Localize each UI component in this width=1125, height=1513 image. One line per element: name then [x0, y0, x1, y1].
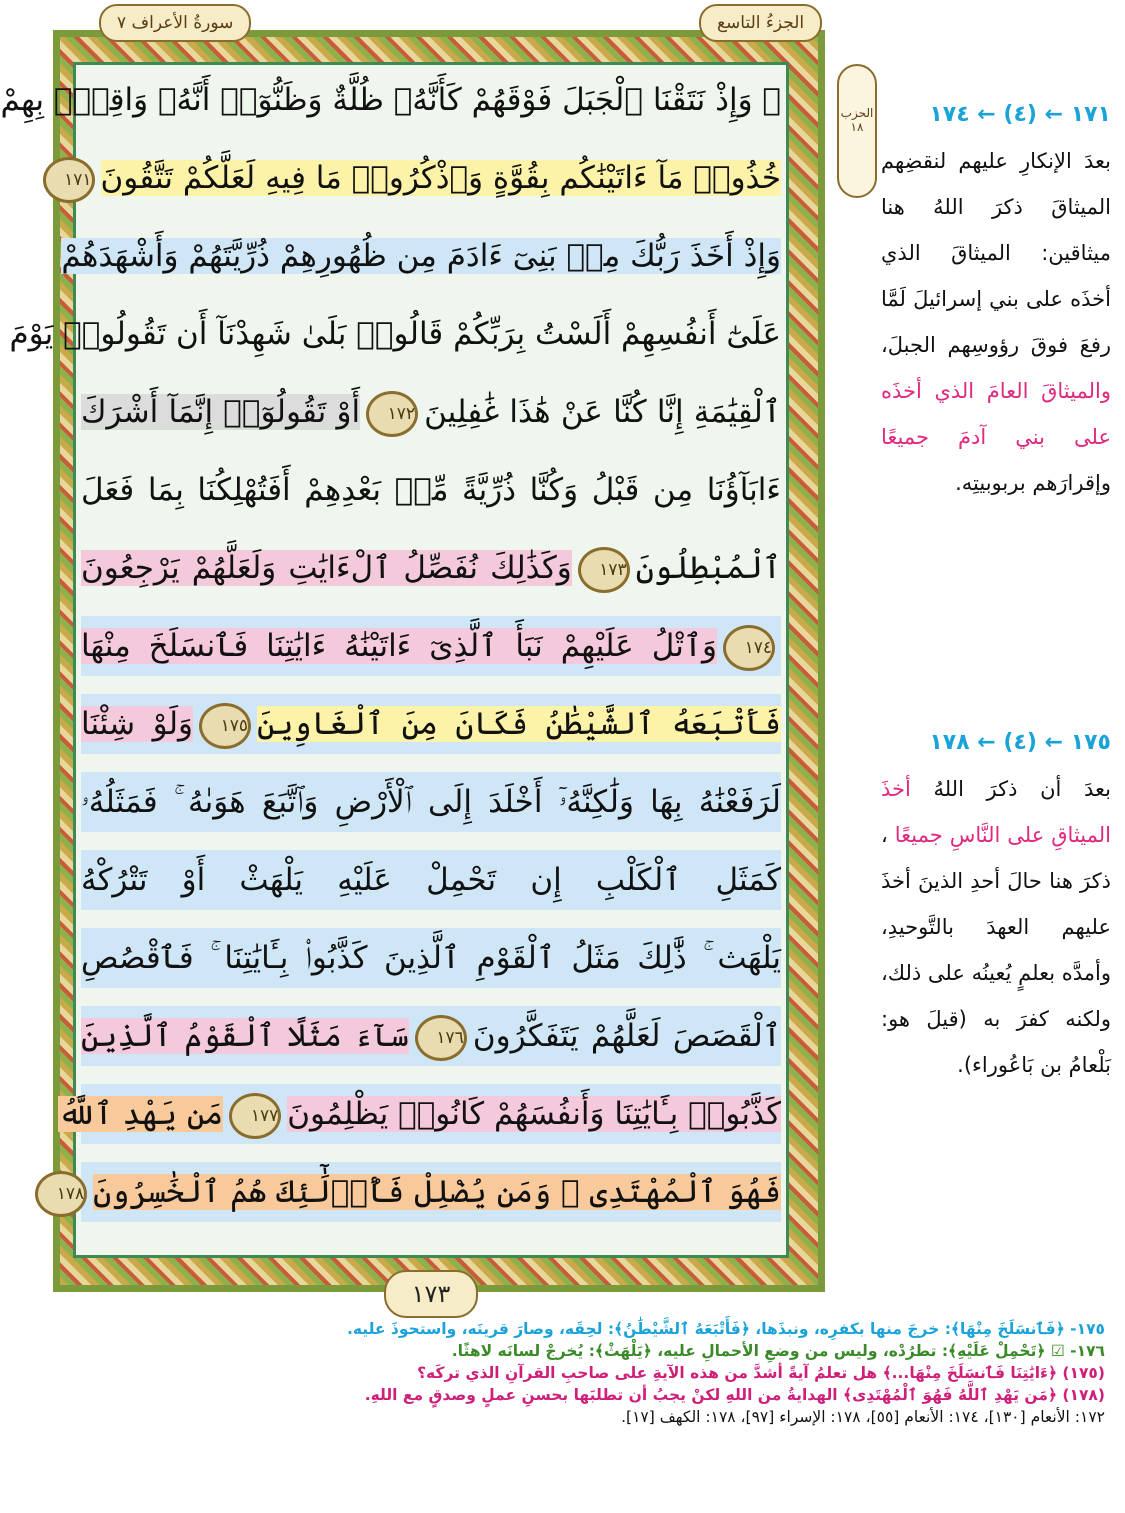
verse-line-11: كَمَثَلِ ٱلْكَلْبِ إِن تَحْمِلْ عَلَيْهِ يَلْهَثْ أَوْ تَتْرُكْهُ — [81, 850, 781, 910]
ayah-marker: ١٧٨ — [35, 1171, 87, 1217]
note-175: ١٧٥- ﴿فَٱنسَلَخَ مِنْهَا﴾: خرجَ منها بكفرِه، ونبذَها، ﴿فَأَتْبَعَهُ ٱلشَّيْطَٰنُ﴾: لحِقَه، وصارَ قرينَه، واستحوذَ عليه. — [346, 1320, 1105, 1338]
side-text-2-end: ، ذكرَ هنا حالَ أحدِ الذينَ أخذَ عليهم العهدَ بالتَّوحيدِ، وأمدَّه بعلمٍ يُعينُه على ذلك، ولكنه كفرَ به (قيلَ هو: بَلْعامُ بن بَاعُوراء). — [881, 823, 1111, 1077]
juz-label: الجزءُ التاسع — [699, 4, 822, 42]
ayah-marker: ١٧٧ — [229, 1093, 281, 1139]
side-text-1: بعدَ الإنكارِ عليهم لنقضِهم الميثاقَ ذكرَ اللهُ هنا ميثاقين: الميثاقَ الذي أخذَه على بني إسرائيلَ لَمَّا رفعَ فوقَ رؤوسِهم الجبلَ، — [881, 149, 1111, 357]
footnotes — [49, 1318, 1105, 1428]
verse-line-9: فَأَتْبَعَهُ ٱلشَّيْطَٰنُ فَكَانَ مِنَ ٱلْغَاوِينَ١٧٥وَلَوْ شِئْنَا — [81, 694, 781, 754]
verse-line-5: ٱلْقِيَٰمَةِ إِنَّا كُنَّا عَنْ هَٰذَا غَٰفِلِينَ١٧٢أَوْ تَقُولُوٓا۟ إِنَّمَآ أَشْرَكَ — [81, 382, 781, 442]
hizb-marker: الحزب ١٨ — [837, 64, 877, 198]
verse-line-4: عَلَىٰٓ أَنفُسِهِمْ أَلَسْتُ بِرَبِّكُمْ قَالُوا۟ بَلَىٰ شَهِدْنَآ أَن تَقُولُوا۟ يَوْمَ — [9, 316, 781, 352]
side-text-1-pink: والميثاقَ العامَ الذي أخذَه على بني آدمَ جميعًا — [881, 379, 1111, 449]
side-range-1: ١٧١ ← (٤) ← ١٧٤ — [929, 102, 1111, 127]
side-text-2: بعدَ أن ذكرَ اللهُ — [933, 777, 1111, 801]
verse-line-8: ١٧٤وَٱتْلُ عَلَيْهِمْ نَبَأَ ٱلَّذِىٓ ءَاتَيْنَٰهُ ءَايَٰتِنَا فَٱنسَلَخَ مِنْهَا — [81, 616, 781, 676]
ayah-marker: ١٧٤ — [723, 625, 775, 671]
verse-line-2: خُذُوا۟ مَآ ءَاتَيْنَٰكُم بِقُوَّةٍ وَٱذْكُرُوا۟ مَا فِيهِ لَعَلَّكُمْ تَتَّقُونَ١٧١ — [81, 148, 781, 208]
verse-line-12: يَلْهَث ۚ ذَّٰلِكَ مَثَلُ ٱلْقَوْمِ ٱلَّذِينَ كَذَّبُوا۟ بِـَٔايَٰتِنَا ۚ فَٱقْصُصِ — [81, 928, 781, 988]
ayah-marker: ١٧٢ — [366, 391, 418, 437]
verse-area — [0, 70, 781, 1250]
ayah-marker: ١٧٦ — [415, 1015, 467, 1061]
side-text-2-pink: أخذَ الميثاقِ على النَّاسِ جميعًا — [881, 777, 1111, 847]
verse-line-15: فَهُوَ ٱلْمُهْتَدِى ۖ وَمَن يُضْلِلْ فَأُو۟لَٰٓئِكَ هُمُ ٱلْخَٰسِرُونَ١٧٨ — [81, 1162, 781, 1222]
question-175: (١٧٥) ﴿ءَايَٰتِنَا فَٱنسَلَخَ مِنْهَا...﴾ هل تعلمُ آيةً أشدَّ من هذه الآيةِ على صاحبِ القرآنِ الذي تركَه؟ — [417, 1364, 1105, 1382]
verse-line-13: ٱلْقَصَصَ لَعَلَّهُمْ يَتَفَكَّرُونَ١٧٦سَآءَ مَثَلًا ٱلْقَوْمُ ٱلَّذِينَ — [81, 1006, 781, 1066]
ayah-marker: ١٧٥ — [199, 703, 251, 749]
verse-line-1: ۞ وَإِذْ نَتَقْنَا ٱلْجَبَلَ فَوْقَهُمْ كَأَنَّهُۥ ظُلَّةٌ وَظَنُّوٓا۟ أَنَّهُۥ وَاقِعٌۢ بِهِمْ — [0, 82, 781, 118]
side-commentary-2 — [881, 720, 1111, 1088]
side-commentary-1 — [881, 92, 1111, 506]
verse-line-3: وَإِذْ أَخَذَ رَبُّكَ مِنۢ بَنِىٓ ءَادَمَ مِن ظُهُورِهِمْ ذُرِّيَّتَهُمْ وَأَشْهَدَهُمْ — [61, 238, 781, 274]
verse-line-14: كَذَّبُوا۟ بِـَٔايَٰتِنَا وَأَنفُسَهُمْ كَانُوا۟ يَظْلِمُونَ١٧٧مَن يَهْدِ ٱللَّهُ — [81, 1084, 781, 1144]
surah-label: سورةُ الأعراف ٧ — [99, 4, 251, 42]
page-number: ١٧٣ — [384, 1270, 478, 1318]
side-range-2: ١٧٥ ← (٤) ← ١٧٨ — [929, 730, 1111, 755]
cross-references: ١٧٢: الأنعام [١٣٠]، ١٧٤: الأنعام [٥٥]، ١٧٨: الإسراء [٩٧]، ١٧٨: الكهف [١٧]. — [621, 1408, 1105, 1426]
ayah-marker: ١٧١ — [43, 157, 95, 203]
verse-line-7: ٱلْمُبْطِلُونَ١٧٣وَكَذَٰلِكَ نُفَصِّلُ ٱلْءَايَٰتِ وَلَعَلَّهُمْ يَرْجِعُونَ — [81, 538, 781, 598]
verse-line-10: لَرَفَعْنَٰهُ بِهَا وَلَٰكِنَّهُۥٓ أَخْلَدَ إِلَى ٱلْأَرْضِ وَٱتَّبَعَ هَوَىٰهُ ۚ فَمَثَلُهُۥ — [81, 772, 781, 832]
side-text-1-end: وإقرارَهم بربوبيتِه. — [955, 471, 1111, 495]
verse-line-6: ءَابَآؤُنَا مِن قَبْلُ وَكُنَّا ذُرِّيَّةً مِّنۢ بَعْدِهِمْ أَفَتُهْلِكُنَا بِمَا فَعَلَ — [81, 472, 781, 508]
note-176: ١٧٦- ☑ ﴿تَحْمِلْ عَلَيْهِ﴾: تطرُدْه، وليس من وضعِ الأحمالِ عليه، ﴿يَلْهَثْ﴾: يُخرجْ لسانَه لاهثًا. — [451, 1342, 1105, 1360]
question-178: (١٧٨) ﴿مَن يَهْدِ ٱللَّهُ فَهُوَ ٱلْمُهْتَدِى﴾ الهدايةُ من اللهِ لكنْ يجبُ أن تطلبَها بحسنِ عملٍ وصدقٍ مع اللهِ. — [364, 1386, 1105, 1404]
ayah-marker: ١٧٣ — [578, 547, 630, 593]
